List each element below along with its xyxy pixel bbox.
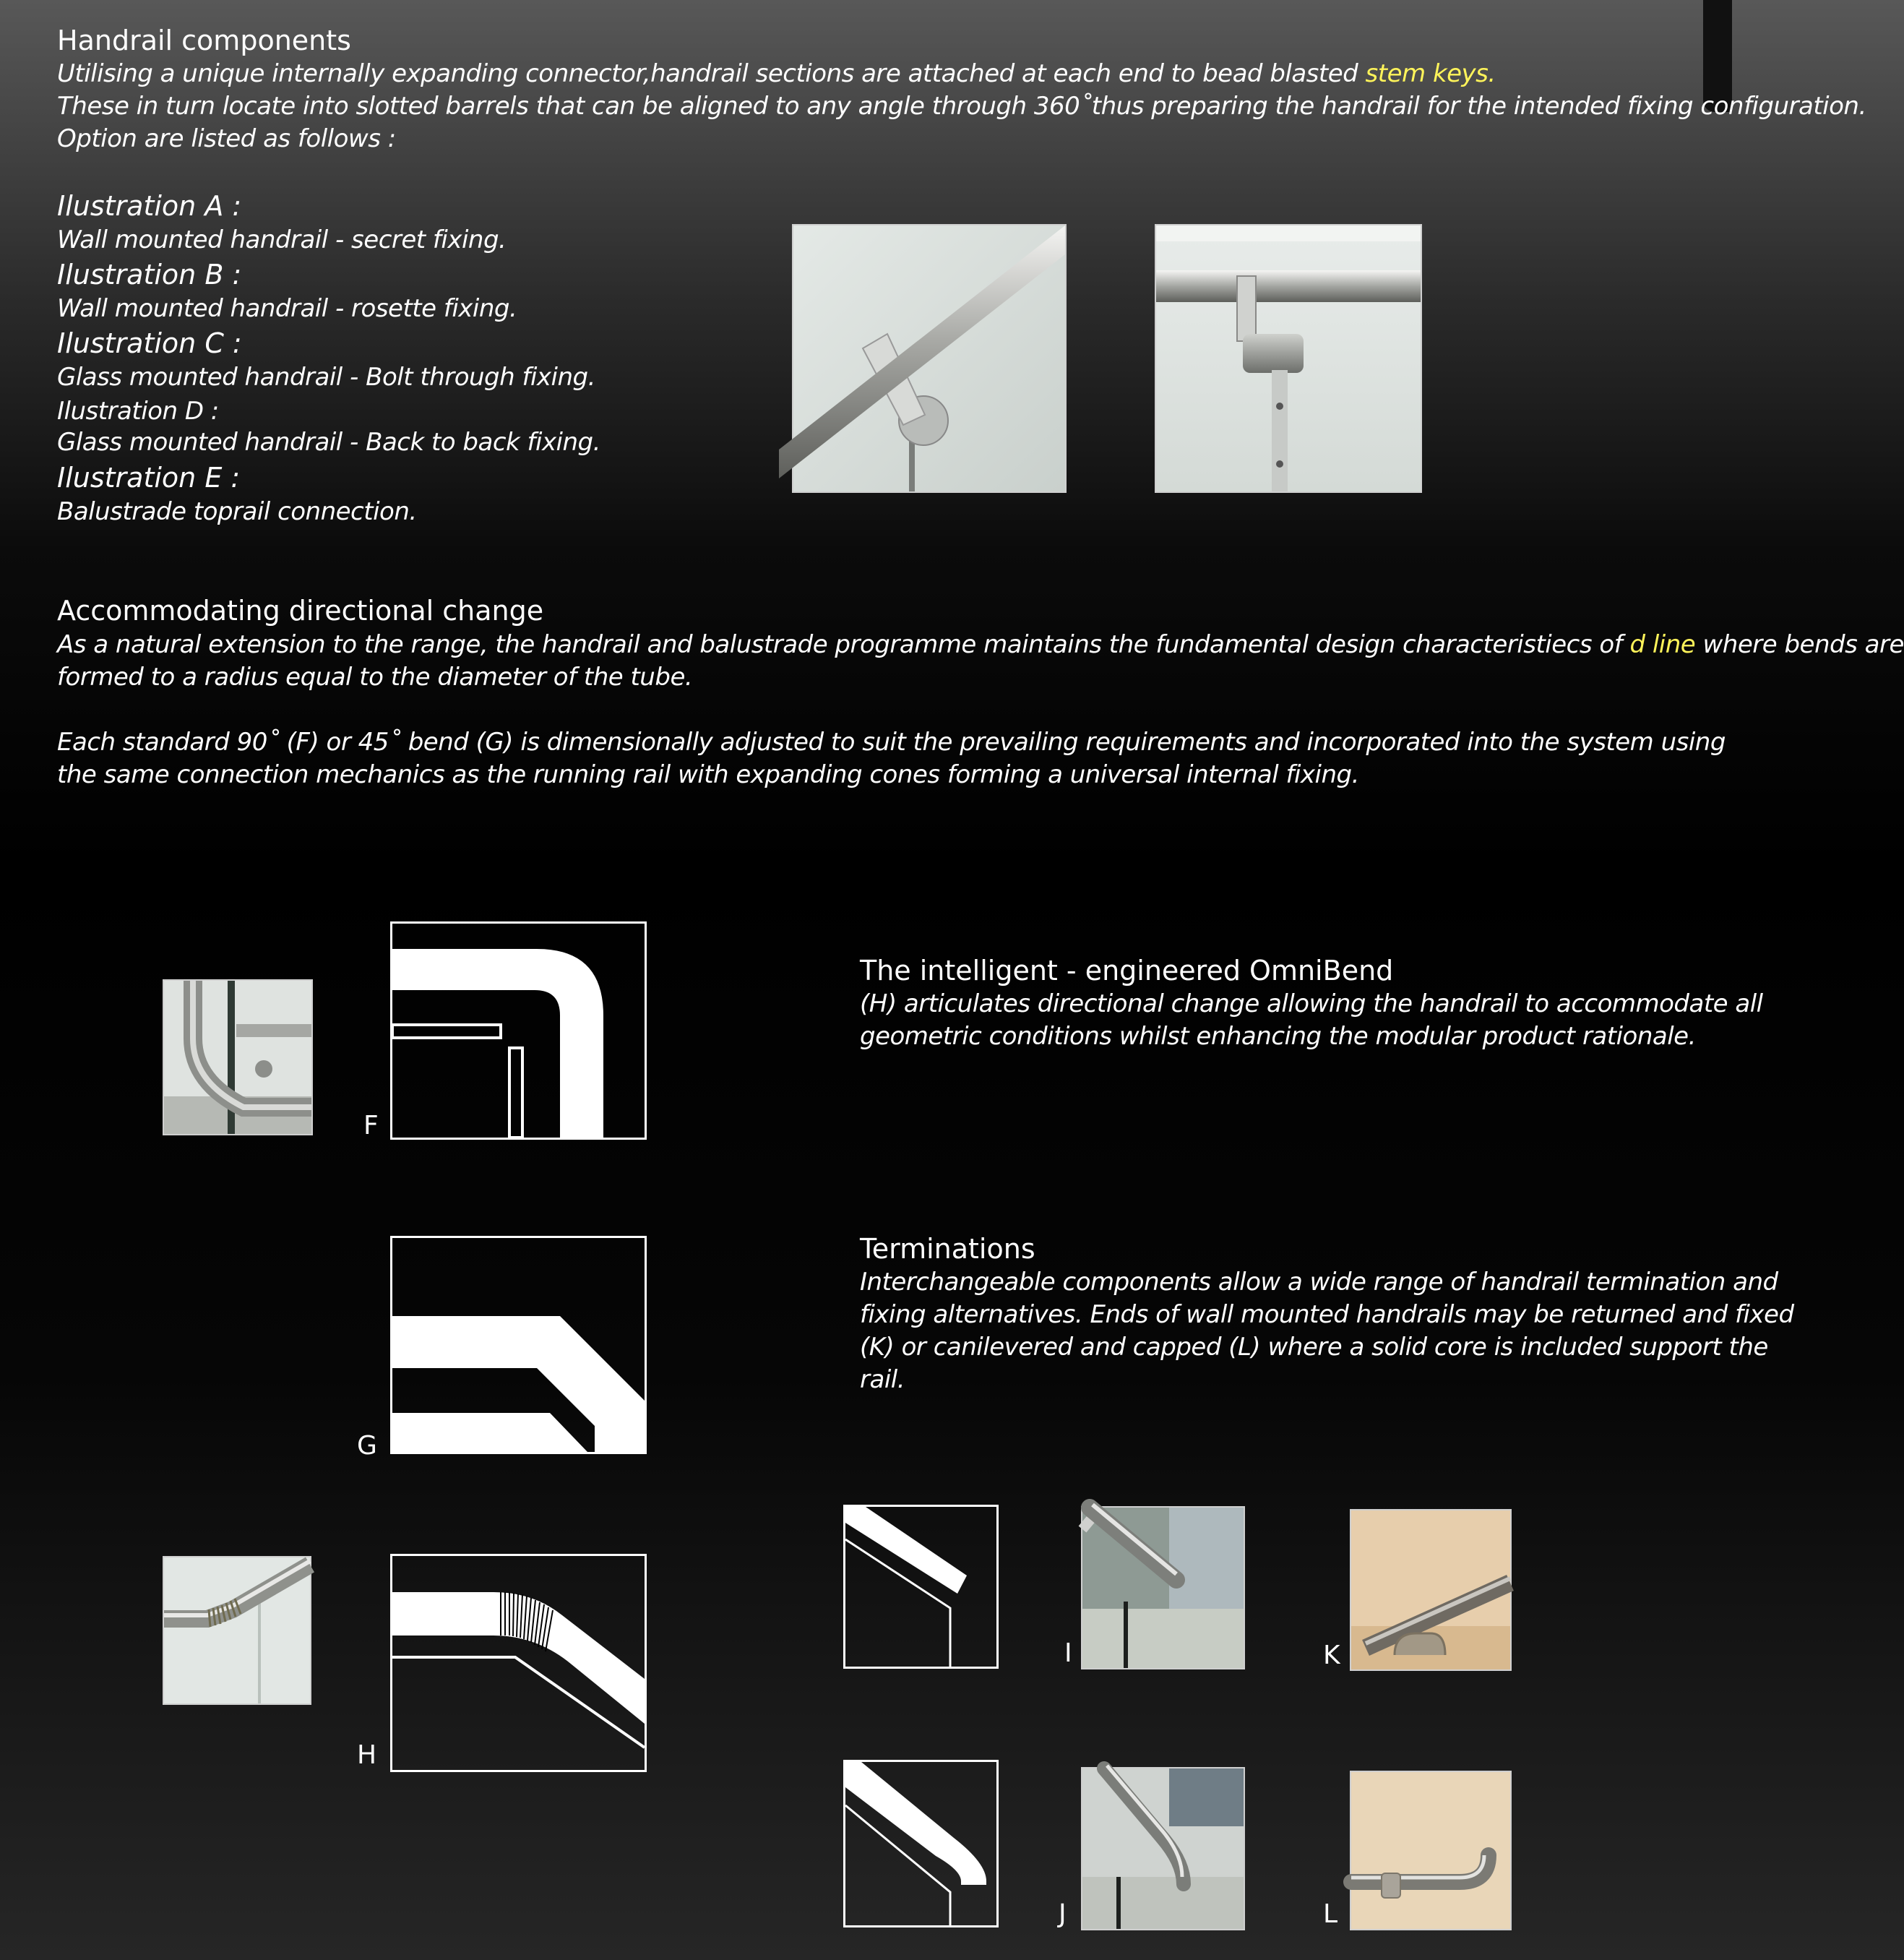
illustration-e-description: Balustrade toprail connection. bbox=[57, 497, 417, 526]
illustration-b-heading: Ilustration B : bbox=[57, 259, 242, 291]
photo-termination-k bbox=[1350, 1509, 1512, 1671]
illustration-c-heading: Ilustration C : bbox=[57, 327, 242, 359]
intro-line-3: Option are listed as follows : bbox=[57, 124, 396, 153]
diagram-h-omnibend bbox=[390, 1554, 647, 1772]
photo-horizontal-handrail-barrel bbox=[1155, 224, 1422, 493]
illustration-a-description: Wall mounted handrail - secret fixing. bbox=[57, 225, 507, 254]
photo-omnibend bbox=[163, 1556, 311, 1705]
diagram-j-termination bbox=[843, 1760, 999, 1927]
directional-change-para-2-line-2: the same connection mechanics as the running rail with expanding cones forming a universal internal fixing. bbox=[57, 760, 1359, 789]
diagram-f-90-degree-bend bbox=[390, 921, 647, 1140]
section-title-directional-change: Accommodating directional change bbox=[57, 595, 544, 627]
photo-termination-i bbox=[1081, 1506, 1245, 1669]
intro-line-1 bbox=[57, 58, 1496, 90]
label-k: K bbox=[1323, 1641, 1340, 1670]
label-j: J bbox=[1059, 1899, 1067, 1929]
stem-keys-highlight: stem keys. bbox=[1365, 59, 1496, 88]
omnibend-line-2: geometric conditions whilst enhancing the modular product rationale. bbox=[860, 1022, 1696, 1051]
omnibend-line-1: (H) articulates directional change allowing the handrail to accommodate all bbox=[860, 989, 1763, 1018]
para-1-text-c: where bends are bbox=[1695, 630, 1904, 659]
directional-change-para-1-line-1 bbox=[57, 629, 1904, 661]
directional-change-para-2-line-1: Each standard 90˚ (F) or 45˚ bend (G) is dimensionally adjusted to suit the prevailing requirements and incorporated into the system using bbox=[57, 728, 1726, 757]
para-1-text-a: As a natural extension to the range, the handrail and balustrade programme maintains the fundamental design characteristiecs of bbox=[57, 630, 1630, 659]
omnibend-title: The intelligent - engineered OmniBend bbox=[860, 955, 1394, 987]
photo-termination-j bbox=[1081, 1767, 1245, 1930]
directional-change-para-1-line-2: formed to a radius equal to the diameter of the tube. bbox=[57, 663, 693, 692]
section-title-handrail-components: Handrail components bbox=[57, 25, 351, 56]
illustration-a-heading: Ilustration A : bbox=[57, 190, 242, 222]
label-g: G bbox=[357, 1431, 377, 1461]
photo-90-degree-bend bbox=[163, 979, 313, 1135]
label-l: L bbox=[1323, 1899, 1338, 1929]
diagram-g-45-degree-bend bbox=[390, 1236, 647, 1454]
illustration-e-heading: Ilustration E : bbox=[57, 462, 241, 494]
illustration-d-heading: Ilustration D : bbox=[57, 397, 219, 426]
intro-line-2: These in turn locate into slotted barrels that can be aligned to any angle through 360˚thus preparing the handrail for the intended fixing configuration. bbox=[57, 92, 1866, 121]
label-f: F bbox=[363, 1111, 379, 1140]
terminations-line-3: (K) or canilevered and capped (L) where a solid core is included support the bbox=[860, 1333, 1768, 1362]
d-line-highlight: d line bbox=[1629, 630, 1696, 659]
intro-line-1-text: Utilising a unique internally expanding connector,handrail sections are attached at each end to bead blasted bbox=[57, 59, 1366, 88]
illustration-d-description: Glass mounted handrail - Back to back fixing. bbox=[57, 428, 600, 457]
terminations-line-4: rail. bbox=[860, 1365, 905, 1394]
label-i: I bbox=[1064, 1638, 1072, 1668]
photo-termination-l bbox=[1350, 1771, 1512, 1930]
illustration-c-description: Glass mounted handrail - Bolt through fixing. bbox=[57, 363, 595, 392]
photo-angled-handrail-stem bbox=[792, 224, 1067, 493]
label-h: H bbox=[357, 1740, 377, 1770]
diagram-i-termination bbox=[843, 1505, 999, 1669]
terminations-line-2: fixing alternatives. Ends of wall mounted handrails may be returned and fixed bbox=[860, 1300, 1794, 1329]
terminations-line-1: Interchangeable components allow a wide range of handrail termination and bbox=[860, 1268, 1778, 1297]
terminations-title: Terminations bbox=[860, 1233, 1035, 1265]
illustration-b-description: Wall mounted handrail - rosette fixing. bbox=[57, 294, 517, 323]
